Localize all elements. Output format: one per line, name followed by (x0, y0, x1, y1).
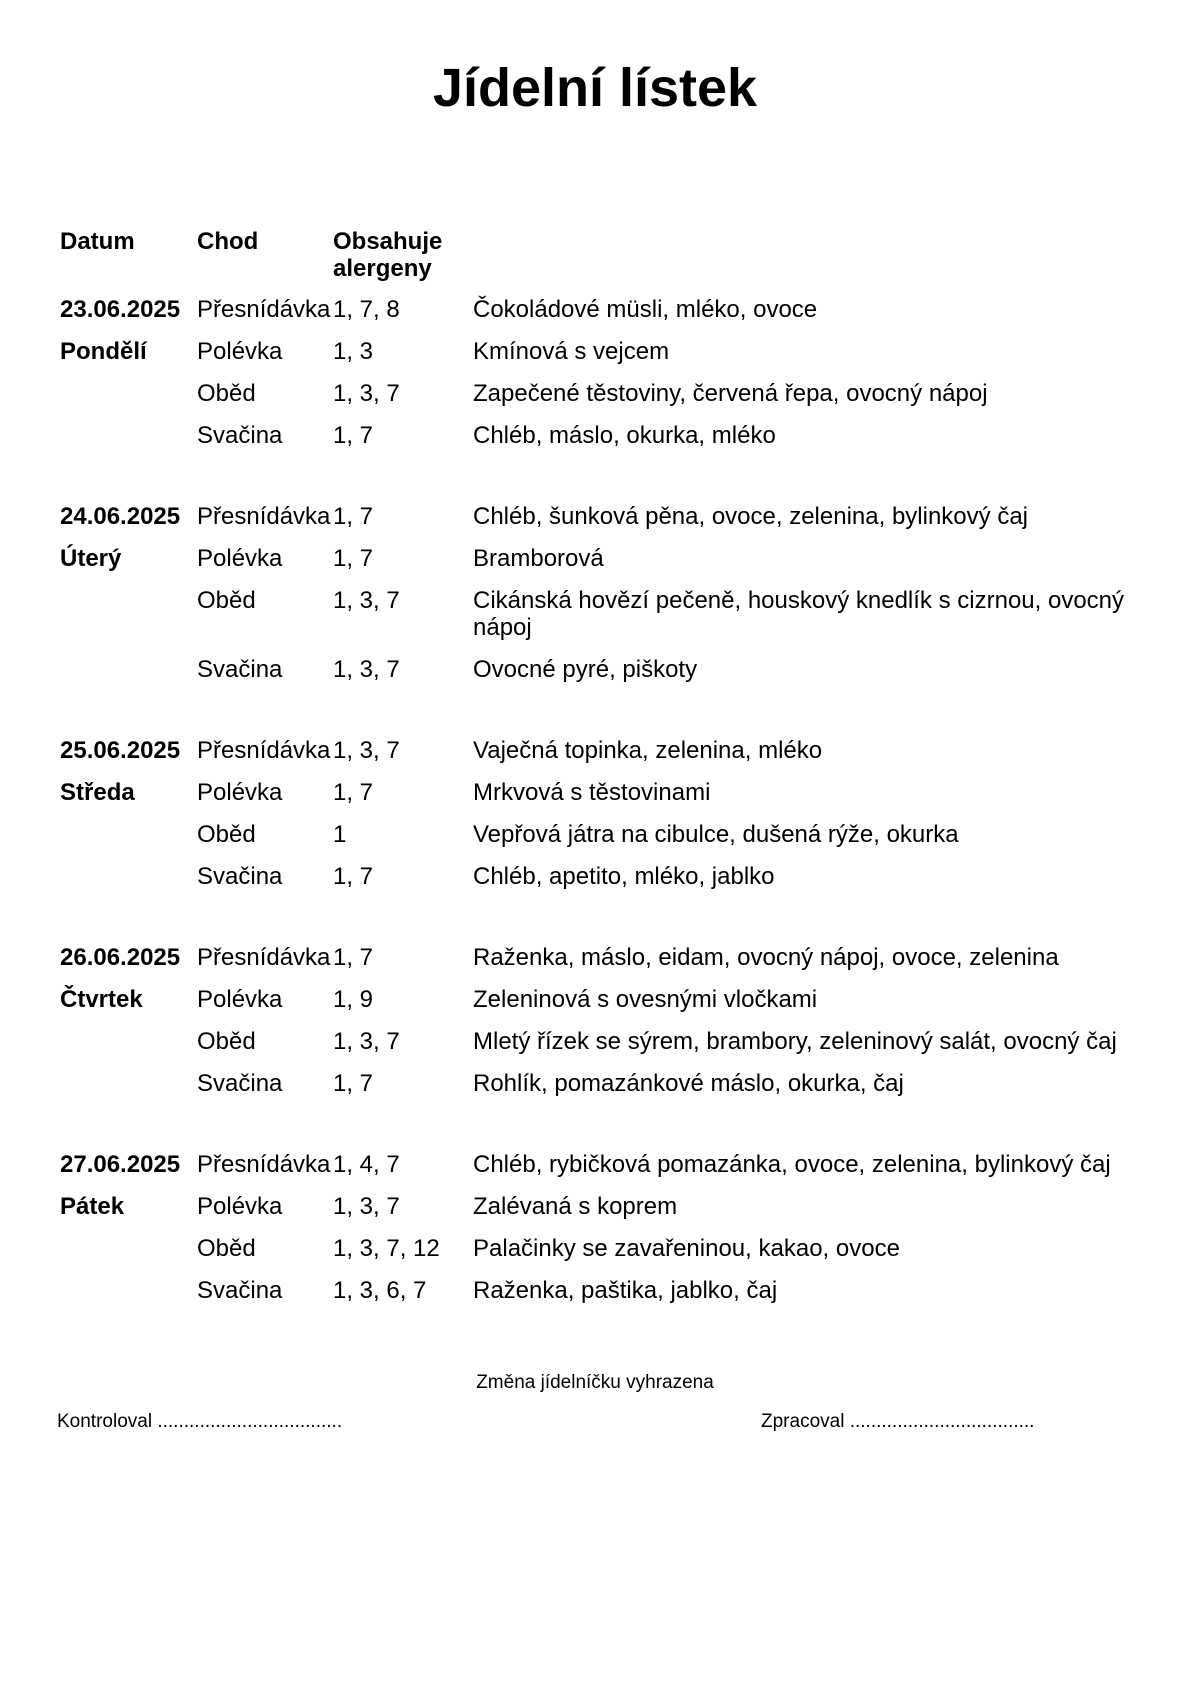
dish-description: Zalévaná s koprem (473, 1193, 678, 1220)
day-block (60, 503, 1140, 698)
dish-description: Raženka, paštika, jablko, čaj (473, 1277, 778, 1304)
menu-row (60, 737, 1140, 779)
allergen-codes: 1, 7 (333, 1070, 374, 1097)
course-name: Přesnídávka (197, 944, 331, 971)
prepared-by-signature-line: Zpracoval ................................... (761, 1411, 1035, 1432)
day-block (60, 944, 1140, 1112)
header-course: Chod (197, 228, 259, 255)
menu-table (60, 228, 1140, 1358)
allergen-codes: 1, 3, 7 (333, 656, 400, 683)
day-date: 23.06.2025 (60, 296, 181, 323)
menu-row (60, 380, 1140, 422)
dish-description: Zeleninová s ovesnými vločkami (473, 986, 818, 1013)
menu-row (60, 779, 1140, 821)
checked-by-signature-line: Kontroloval ................................... (57, 1411, 343, 1432)
allergen-codes: 1, 7, 8 (333, 296, 400, 323)
allergen-codes: 1, 3, 7 (333, 1193, 400, 1220)
course-name: Svačina (197, 422, 283, 449)
course-name: Oběd (197, 1235, 256, 1262)
header-date: Datum (60, 228, 135, 255)
header-allergens: Obsahuje alergeny (333, 228, 443, 282)
dish-description: Mletý řízek se sýrem, brambory, zeleninový salát, ovocný čaj (473, 1028, 1117, 1055)
menu-row (60, 986, 1140, 1028)
day-block (60, 737, 1140, 905)
dish-description: Kmínová s vejcem (473, 338, 670, 365)
day-block (60, 296, 1140, 464)
day-weekday: Úterý (60, 545, 122, 572)
allergen-codes: 1, 9 (333, 986, 374, 1013)
course-name: Polévka (197, 545, 283, 572)
day-weekday: Čtvrtek (60, 986, 143, 1013)
dish-description: Chléb, máslo, okurka, mléko (473, 422, 776, 449)
dish-description: Cikánská hovězí pečeně, houskový knedlík s cizrnou, ovocný nápoj (473, 587, 1125, 641)
course-name: Polévka (197, 338, 283, 365)
allergen-codes: 1 (333, 821, 347, 848)
menu-row (60, 545, 1140, 587)
menu-row (60, 944, 1140, 986)
dish-description: Chléb, rybičková pomazánka, ovoce, zelenina, bylinkový čaj (473, 1151, 1111, 1178)
menu-row (60, 656, 1140, 698)
days-list (60, 296, 1140, 1319)
day-weekday: Pondělí (60, 338, 147, 365)
course-name: Přesnídávka (197, 296, 331, 323)
menu-row (60, 1277, 1140, 1319)
menu-row (60, 1070, 1140, 1112)
allergen-codes: 1, 3, 7 (333, 380, 400, 407)
dish-description: Čokoládové müsli, mléko, ovoce (473, 296, 818, 323)
allergen-codes: 1, 7 (333, 779, 374, 806)
course-name: Svačina (197, 863, 283, 890)
menu-row (60, 1028, 1140, 1070)
day-date: 25.06.2025 (60, 737, 181, 764)
day-date: 26.06.2025 (60, 944, 181, 971)
allergen-codes: 1, 7 (333, 503, 374, 530)
allergen-codes: 1, 3, 6, 7 (333, 1277, 427, 1304)
course-name: Přesnídávka (197, 503, 331, 530)
allergen-codes: 1, 7 (333, 422, 374, 449)
allergen-codes: 1, 7 (333, 545, 374, 572)
menu-row (60, 422, 1140, 464)
menu-row (60, 863, 1140, 905)
dish-description: Vepřová játra na cibulce, dušená rýže, okurka (473, 821, 959, 848)
dish-description: Raženka, máslo, eidam, ovocný nápoj, ovoce, zelenina (473, 944, 1059, 971)
dish-description: Rohlík, pomazánkové máslo, okurka, čaj (473, 1070, 904, 1097)
menu-row (60, 503, 1140, 545)
menu-row (60, 587, 1140, 656)
dish-description: Zapečené těstoviny, červená řepa, ovocný nápoj (473, 380, 988, 407)
allergen-codes: 1, 3, 7, 12 (333, 1235, 440, 1262)
course-name: Oběd (197, 587, 256, 614)
day-date: 24.06.2025 (60, 503, 181, 530)
course-name: Svačina (197, 1070, 283, 1097)
dish-description: Mrkvová s těstovinami (473, 779, 711, 806)
menu-row (60, 1151, 1140, 1193)
day-weekday: Pátek (60, 1193, 125, 1220)
course-name: Přesnídávka (197, 1151, 331, 1178)
day-block (60, 1151, 1140, 1319)
dish-description: Bramborová (473, 545, 604, 572)
table-header (60, 228, 1140, 296)
dish-description: Vaječná topinka, zelenina, mléko (473, 737, 823, 764)
course-name: Oběd (197, 1028, 256, 1055)
course-name: Polévka (197, 779, 283, 806)
allergen-codes: 1, 3, 7 (333, 737, 400, 764)
course-name: Polévka (197, 1193, 283, 1220)
menu-change-note: Změna jídelníčku vyhrazena (476, 1372, 714, 1393)
allergen-codes: 1, 7 (333, 944, 374, 971)
course-name: Svačina (197, 656, 283, 683)
day-date: 27.06.2025 (60, 1151, 181, 1178)
page-title: Jídelní lístek (432, 58, 758, 118)
course-name: Oběd (197, 380, 256, 407)
course-name: Oběd (197, 821, 256, 848)
allergen-codes: 1, 3, 7 (333, 1028, 400, 1055)
menu-row (60, 338, 1140, 380)
dish-description: Palačinky se zavařeninou, kakao, ovoce (473, 1235, 900, 1262)
dish-description: Ovocné pyré, piškoty (473, 656, 698, 683)
course-name: Přesnídávka (197, 737, 331, 764)
allergen-codes: 1, 4, 7 (333, 1151, 400, 1178)
menu-row (60, 821, 1140, 863)
menu-row (60, 1235, 1140, 1277)
menu-row (60, 1193, 1140, 1235)
dish-description: Chléb, šunková pěna, ovoce, zelenina, bylinkový čaj (473, 503, 1028, 530)
menu-row (60, 296, 1140, 338)
allergen-codes: 1, 7 (333, 863, 374, 890)
course-name: Svačina (197, 1277, 283, 1304)
day-weekday: Středa (60, 779, 135, 806)
allergen-codes: 1, 3, 7 (333, 587, 400, 614)
allergen-codes: 1, 3 (333, 338, 374, 365)
course-name: Polévka (197, 986, 283, 1013)
dish-description: Chléb, apetito, mléko, jablko (473, 863, 775, 890)
